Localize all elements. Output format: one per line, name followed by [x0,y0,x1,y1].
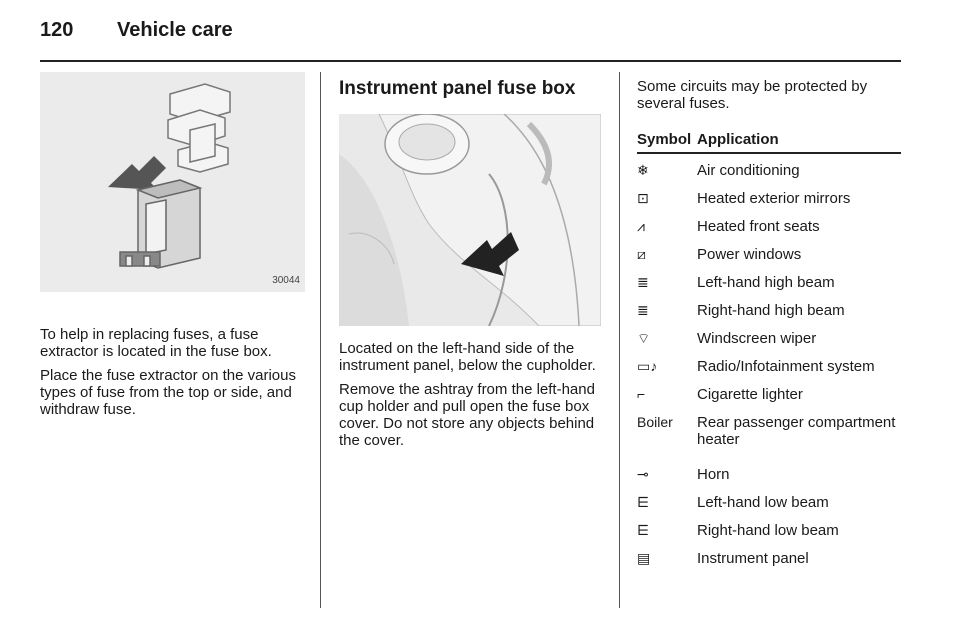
section-heading: Instrument panel fuse box [339,78,576,99]
fuse-extractor-drawing [40,72,305,292]
column-3 [637,72,901,570]
application-cell: Instrument panel [697,550,809,567]
table-row [637,406,901,458]
paragraph-extractor-location: To help in replacing fuses, a fuse extractor is located in the fuse box. [40,326,272,360]
low-beam-left-icon: ⋿ [637,494,650,510]
table-row [637,486,901,514]
power-window-icon: ⧄ [637,246,646,262]
application-cell: Windscreen wiper [697,330,817,347]
heated-mirror-icon: ⊡ [637,190,649,206]
paragraph-fuse-box-access: Remove the ashtray from the left-hand cup holder and pull open the fuse box cover. Do not store any objects behind the cover. [339,381,595,449]
fuse-table-body [637,154,901,570]
table-row [637,294,901,322]
high-beam-right-icon: ≣ [637,302,649,318]
fuse-box-location-illustration [339,114,601,326]
fuse-extractor-illustration [40,72,305,292]
application-cell: Cigarette lighter [697,386,803,403]
table-row [637,322,901,350]
table-row [637,266,901,294]
application-cell: Power windows [697,246,802,263]
wiper-icon: ⌔ [637,330,651,346]
horn-icon: ⊸ [637,466,649,482]
heated-seat-icon: ⩘ [637,218,645,234]
paragraph-fuse-box-location: Located on the left-hand side of the instrument panel, below the cupholder. [339,340,596,374]
symbol-cell: Boiler [637,414,673,430]
table-row [637,182,901,210]
application-cell: Left-hand high beam [697,274,835,291]
high-beam-left-icon: ≣ [637,274,649,290]
header-rule [40,60,901,62]
application-cell: Rear passenger compartment heater [697,414,896,448]
header-application: Application [697,131,779,148]
column-1 [40,72,305,418]
fuse-table-header [637,130,901,150]
application-cell: Heated exterior mirrors [697,190,851,207]
table-row [637,210,901,238]
instrument-panel-icon: ▤ [637,550,651,566]
low-beam-right-icon: ⋿ [637,522,650,538]
table-row [637,458,901,486]
table-row [637,378,901,406]
application-cell: Air conditioning [697,162,800,179]
table-row [637,514,901,542]
application-cell: Left-hand low beam [697,494,829,511]
table-row [637,542,901,570]
application-cell: Horn [697,466,730,483]
header-symbol: Symbol [637,131,692,148]
instrument-panel-drawing [339,114,601,326]
table-row [637,154,901,182]
application-cell: Radio/Infotainment system [697,358,875,375]
paragraph-extractor-usage: Place the fuse extractor on the various types of fuse from the top or side, and withdraw fuse. [40,367,296,418]
table-row [637,350,901,378]
column-divider-right [619,72,620,608]
page-number: 120 [40,19,74,41]
page-title: Vehicle care [117,19,233,41]
radio-icon: ▭♪ [637,358,658,374]
application-cell: Heated front seats [697,218,820,235]
application-cell: Right-hand low beam [697,522,839,539]
table-row [637,238,901,266]
column-2 [339,72,601,449]
air-conditioning-icon: ❄ [637,162,649,178]
cigarette-lighter-icon: ⌐ [637,386,646,402]
figure-code: 30044 [272,275,300,286]
page-header [0,0,960,60]
column-divider-left [320,72,321,608]
paragraph-multiple-fuses: Some circuits may be protected by several fuses. [637,78,868,112]
application-cell: Right-hand high beam [697,302,845,319]
